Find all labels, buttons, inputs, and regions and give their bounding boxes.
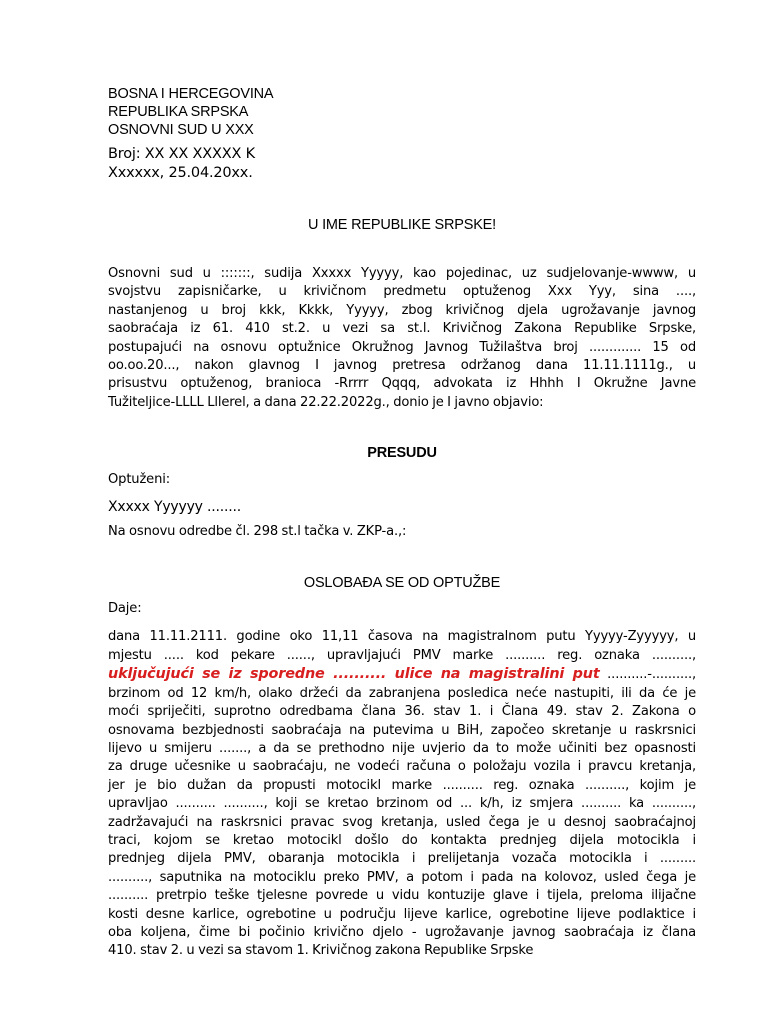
facts-line: lijevo u smijeru ......., a da se prethodno nije uvjerio da to može učiniti bez opasnosti [108,740,696,756]
header-country: BOSNA I HERCEGOVINA [108,86,274,102]
place-date: Xxxxxx, 25.04.20xx. [108,165,253,181]
facts-line: moći spriječiti, suprotno odredbama člana 36. stav 1. i Člana 49. stav 2. Zakona o [108,704,696,720]
intro-paragraph [108,265,696,412]
facts-line: osnovama bezbjednosti saobraćaja na putevima u BiH, započeo skretanje u raskrsnici [108,722,696,738]
intro-line: saobraćaja iz 61. 410 st.2. u vezi sa st.l. Krivičnog Zakona Republike Srpske, [108,321,696,337]
emphasis-tail: ..........-.........., [599,667,696,683]
facts-line: prednjeg dijela PMV, obaranja motocikla i prelijetanja vozača motocikla i ......... [108,851,696,867]
document-page [108,85,696,961]
intro-line: prisustvu optuženog, branioca -Rrrrr Qqqq, advokata iz Hhhh I Okružne Javne [108,376,696,392]
accused-name: Xxxxx Yyyyyy ........ [108,498,242,515]
header-entity: REPUBLIKA SRPSKA [108,104,249,120]
court-header [108,85,696,139]
intro-line: oo.oo.20..., nakon glavnog I javnog pretresa održanog dana 11.11.1111g., u [108,358,696,374]
facts-line: dana 11.11.2111. godine oko 11,11 časova na magistralnom putu Yyyyy-Zyyyyy, u [108,629,696,645]
emphasis-text: uključujući se iz sporedne .......... ulice na magistralini put [108,666,600,683]
verdict-title: PRESUDU [367,445,437,462]
facts-line: za druge učesnike u saobraćaju, ne vodeći računa o položaju vozila i pravcu kretanja, [108,759,696,775]
accused-label: Optuženi: [108,472,170,488]
facts-line: traci, kojom se kretao motocikl došlo do kontakta prednjeg dijela motocikla i [108,832,696,848]
reference-block [108,145,696,183]
facts-paragraph [108,628,696,960]
facts-line: .......... pretrpio teške tjelesne povrede u vidu kontuzije glave i tijela, preloma ilijačne [108,888,696,904]
facts-line: 410. stav 2. u vezi sa stavom 1. Krivičnog zakona Republike Srpske [108,943,534,959]
intro-line: svojstvu zapisničarke, u krivičnom predmetu optuženog Xxx Yyy, sina ...., [108,284,696,300]
case-number: Broj: XX XX XXXXX K [108,146,255,162]
facts-line: kosti desne karlice, ogrebotine u području lijeve karlice, ogrebotine lijeve podlaktice i [108,906,696,922]
facts-line: mjestu ..... kod pekare ......, upravljajući PMV marke .......... reg. oznaka .........., [108,647,696,663]
facts-line: oba koljena, čime bi počinio krivično djelo - ugrožavanje javnog saobraćaja iz člana [108,924,696,940]
facts-line: upravljao .......... .........., koji se kretao brzinom od ... k/h, iz smjera .......... ka .........., [108,796,696,812]
legal-basis: Na osnovu odredbe čl. 298 st.l tačka v. ZKP-a.,: [108,523,407,539]
facts-line: zadržavajući na raskrsnici pravac svog kretanja, usled čega je u desnoj saobraćajnoj [108,814,696,830]
facts-line: brzinom od 12 km/h, olako držeći da zabranjena posledica neće nastupiti, ili da će je [108,685,696,701]
daje-label: Daje: [108,601,142,617]
intro-line: Tužiteljice-LLLL Lllerel, a dana 22.22.2022g., donio je I javno objavio: [108,394,544,410]
header-court: OSNOVNI SUD U XXX [108,122,254,138]
intro-line: postupajući na osnovu optužnice Okružnog Javnog Tužilaštva broj ............. 15 od [108,339,696,355]
facts-line: .........., saputnika na motociklu preko PMV, a potom i pada na kolovoz, usled čega je [108,869,696,885]
facts-line-emphasis [108,665,696,684]
intro-line: Osnovni sud u :::::::, sudija Xxxxx Yyyyy, kao pojedinac, uz sudjelovanje-wwww, u [108,266,696,281]
acquittal-title: OSLOBAĐA SE OD OPTUŽBE [303,575,501,592]
intro-line: nastanjenog u broj kkk, Kkkk, Yyyyy, zbog krivičnog djela ugrožavanje javnog [108,302,696,318]
republic-title: U IME REPUBLIKE SRPSKE! [308,217,496,233]
facts-line: jer je bio dužan da propusti motocikl marke .......... reg. oznaka .........., kojim je [108,777,696,793]
